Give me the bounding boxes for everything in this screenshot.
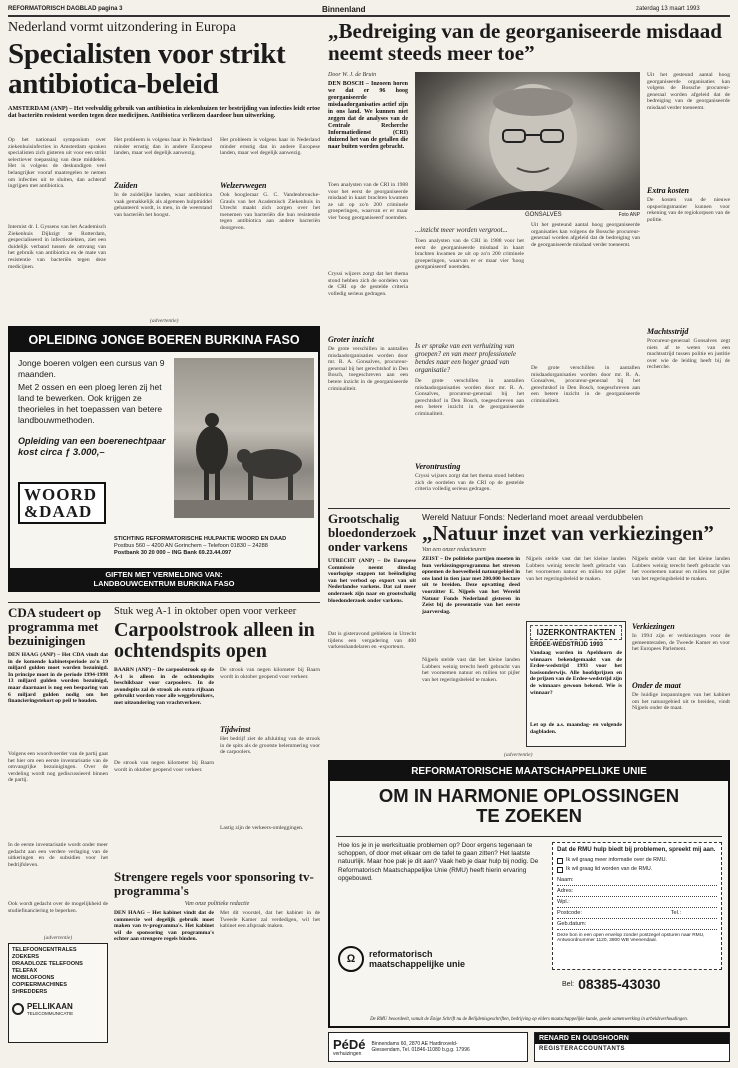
section-rule-1 (328, 508, 730, 509)
misdaad-sub-verontrusting: Verontrusting (415, 462, 461, 471)
form-postcode-input[interactable] (584, 910, 669, 918)
natuur-headline: „Natuur inzet van verkiezingen” (422, 521, 714, 545)
form-title: Dat de RMU hulp biedt bij problemen, spreekt mij aan. (557, 846, 716, 853)
rmu-logo-text-1: reformatorisch (369, 949, 433, 959)
rmu-ad-headline-2: TE ZOEKEN (476, 805, 582, 826)
natuur-p2: In 1994 zijn er verkiezingen voor de gemeenteraden, de Tweede Kamer en voor het Europees Parlement. (632, 633, 730, 653)
rmu-ad-banner: REFORMATORISCHE MAATSCHAPPELIJKE UNIE (330, 762, 728, 781)
burkina-ad-cost: kost circa ƒ 3.000,– (18, 447, 105, 458)
section-rule-2 (8, 602, 320, 603)
antibiotica-lead: AMSTERDAM (ANP) – Het veelvuldig gebruik van antibiotica in ziekenhuizen ter bestrijding van infecties leidt ertoe dat bacteriën resistent worden tegen deze medicijnen. Antibiotica verliezen daardoor hun uitwerking. (8, 105, 320, 120)
rmu-ad (328, 760, 730, 1028)
form-address-input[interactable] (575, 888, 717, 896)
masthead-rule (8, 15, 730, 17)
carpool-p3: Lastig zijn de verkeers-omleggingen. (220, 825, 304, 831)
antibiotica-p5: Ook hoogleraar G. C. Vandenbroucke-Grauls van het Academisch Ziekenhuis in Utrecht maakt zich zorgen over het toenemen van bacteriën die hun resistentie tegen antibiotica aan andere bacteriën doorgeven. (220, 192, 320, 231)
form-birth-label: Geb.datum: (557, 920, 587, 927)
natuur-kicker: Wereld Natuur Fonds: Nederland moet areaal verdubbelen (422, 512, 643, 522)
misdaad-headline: „Bedreiging van de georganiseerde misdaad neemt steeds meer toe” (328, 19, 722, 65)
burkina-ad-text3: Opleiding van een boerenechtpaar (18, 436, 166, 446)
renard-sub: REGISTERACCOUNTANTS (539, 1046, 626, 1052)
misdaad-p5: De kosten van de nieuwe opsporingsmanier kunnen voor rekening van de regiokorpsen van de politie. (647, 197, 730, 223)
pellikaan-item: TELEFOONCENTRALES (12, 947, 77, 953)
antibiotica-headline: Specialisten voor strikt antibiotica-beleid (8, 38, 286, 100)
logo-line-1: WOORD (24, 485, 97, 504)
form-place-label: Wpl.: (557, 898, 570, 905)
misdaad-sub-machtsstrijd: Machtsstrijd (647, 327, 689, 336)
natuur-col3-p1: Nijpels stelde vast dat het kleine landen Lubbers weinig terecht heeft gebracht van het voornemen natuur en milieu tot pijler van het regeringsbeleid te maken. (632, 556, 730, 582)
antibiotica-sub-zuiden: Zuiden (114, 181, 138, 190)
burkina-ad-text2: Met 2 ossen en een ploeg leren zij het land te bewerken. Ook krijgen ze theorieles in het toepassen van betere landbouwmethoden. (18, 382, 163, 425)
misdaad-col2-p1: Toen analysten van de CRI in 1988 voor het eerst de georganiseerde misdaad in kaart brachten kwamen ze uit op zo'n 200 criminele groeperingen, waarvan er er maar vier 'hoog georganiseerd' noemden. (415, 238, 524, 271)
misdaad-sub-inzicht: Groter inzicht (328, 335, 375, 344)
form-checkbox-2[interactable] (557, 867, 563, 873)
cda-p2: In de eerste inventarisatie wordt onder meer gedacht aan een verdere verlaging van de uitkeringen en de subsidies voor het bedrijfsleven. (8, 842, 108, 868)
pellikaan-ad-label: (advertentie) (43, 935, 73, 941)
form-option-1: Ik wil graag meer informatie over de RMU. (566, 856, 667, 863)
woord-en-daad-logo (18, 482, 106, 524)
pellikaan-ad-items (12, 947, 104, 996)
pellikaan-item: COPIEERMACHINES (12, 982, 68, 988)
misdaad-col3-p2: De grote verschillen in aantallen misdaadorganisaties worden door mr. R. A. Gonsalves, procureur-generaal bij het gerechtshof in Den Bosch, toegeschreven aan een betere inzicht in de georganiseerde criminaliteit. (531, 365, 640, 404)
sponsoring-lead: DEN HAAG – Het kabinet vindt dat de commercie wel degelijk gebruik moet maken van tv-programma's. Het kabinet wil de sponsoring van programma's echter aan strengere regels binden. (114, 910, 214, 943)
burkina-ad-address: Postbus 560 – 4200 AN Gorinchem – Telefoon 01830 – 24288 (114, 543, 268, 549)
misdaad-sub-kosten: Extra kosten (647, 186, 690, 195)
antibiotica-p1: Op het nationaal symposium over ziekenhuisinfecties in Amsterdam spraken specialisten zich gisteren uit voor een strikt selectiever toepassing van deze middelen. Het is volgens de deskundigen veel belangrijker vooraf maatregelen te nemen om infecties uit te sluiten, dan achteraf ingrijpen met antibiotica. (8, 137, 106, 190)
farmer-with-oxen-image (174, 358, 314, 518)
sponsoring-article (114, 870, 320, 1058)
pellikaan-item: TELEFAX (12, 968, 38, 974)
misdaad-p1: Toen analysten van de CRI in 1988 voor het eerst de georganiseerde misdaad in kaart brachten kwamen ze uit op zo'n 200 criminele groeperingen, waarvan er er maar vier 'hoog georganiseerd' noemden. (328, 182, 408, 221)
masthead-section: Binnenland (322, 5, 366, 14)
cda-lead: DEN HAAG (ANP) – Het CDA vindt dat in de komende kabinetsperiode zo'n 19 miljard gulden moet worden bezuinigd. In principe moet in de periode 1994-1998 13 miljard gulden worden bezuinigd, maar daarnaast is nog een besparing van 6 miljard gulden nodig om het financieringstekort op peil te houden. (8, 652, 108, 705)
natuur-lead: ZEIST – De politieke partijen moeten in hun verkiezingsprogramma het streven opnemen de hoeveelheid natuurgebied in ons land in tien jaar met 200.000 hectare uit te breiden. Deze opvatting deed voorzitter E. Nijpels van het Wereld Natuur Fonds Nederland gisteren in Zeist bij de presentatie van het eerste jaarverslag. (422, 556, 520, 615)
antibiotica-p2: Internist dr. I. Gyssens van het Academisch Ziekenhuis Dijkzigt te Rotterdam, gespecialiseerd in infectieziekten, ziet een duidelijk verband tussen de omvang van het gebruik van antibiotica en de mate van resistentie van bacteriën tegen deze medicijnen. (8, 224, 106, 270)
antibiotica-kicker: Nederland vormt uitzondering in Europa (8, 20, 236, 35)
pede-logo: PéDé (333, 1036, 366, 1052)
renard-logo: RENARD EN OUDSHOORN (535, 1033, 729, 1044)
form-phone-label: Tel.: (670, 909, 681, 916)
natuur-byline: Van een onzer redacteuren (422, 547, 486, 553)
burkina-ad-footer-1: GIFTEN MET VERMELDING VAN: (105, 570, 223, 579)
burkina-ad (8, 326, 320, 592)
rmu-phone-label: Bel: (562, 980, 575, 988)
rmu-logo (338, 946, 465, 972)
misdaad-lead: DEN BOSCH – Inzoeen horen we dat er 96 hoog georganiseerde misdaadorganisaties actief zijn in ons land. We kunnen niet zeggen dat de analyses van de Centrale Recherche Informatiedienst (CRI) duizend het van de getallen die naar buiten worden gebracht. (328, 81, 408, 150)
cda-p3: Ook wordt gedacht over de mogelijkheid de studiefinanciering te beperken. (8, 901, 108, 914)
misdaad-quote-1: ...inzicht meer worden vergroot... (415, 226, 508, 234)
rmu-phone-box[interactable] (562, 976, 661, 992)
antibiotica-p4: In de zuidelijke landen, waar antibiotica vaak gemakkelijk als algemeen hulpmiddel gehanteerd wordt, is men, in de weerstand van bacteriën het hoogst. (114, 192, 212, 218)
rmu-ad-rule (336, 836, 722, 837)
natuur-p3: De huidige inspanningen van het kabinet om het natuurgebied uit te breiden, vindt Nijpels onder de maat. (632, 692, 730, 712)
rmu-ad-footer: De RMU beoordeelt, vanuit de Enige Schrift nu de Belijdenisgeschriften, bedrijving op elders maatschappelijke kunde, goede samenwerking in arbeidsverhoudingen. (370, 1017, 688, 1023)
burkina-ad-footer-2: LANDBOUWCENTRUM BURKINA FASO (93, 579, 235, 588)
gonsalves-photo (415, 72, 640, 210)
form-phone-input[interactable] (683, 910, 717, 918)
carpool-p1: De strook van negen kilometer bij Baarn wordt in oktober geopend voor verkeer. (114, 760, 214, 773)
burkina-ad-label: (advertentie) (150, 318, 179, 324)
antibiotica-p4b: Het probleem is volgens haar in Nederland minder ernstig dan in andere Europese landen, maar wel degelijk aanwezig. (220, 137, 320, 157)
varkens-p1: Dat is gisteravond gebleken in Utrecht tijdens een vergadering van 400 varkenshandelaren en -exporteurs. (328, 631, 416, 651)
pellikaan-company-sub: TELECOMMUNICATIE (27, 1011, 74, 1016)
carpool-headline: Carpoolstrook alleen in ochtendspits open (114, 619, 315, 662)
rmu-phone-number[interactable]: 08385-43030 (578, 976, 661, 992)
form-place-input[interactable] (572, 899, 717, 907)
carpool-article (114, 606, 320, 866)
form-option-2: Ik wil graag lid worden van de RMU. (566, 865, 653, 872)
natuur-sub-verkiezingen: Verkiezingen (632, 622, 675, 631)
rmu-ad-form[interactable] (552, 842, 722, 970)
misdaad-p3: De grote verschillen in aantallen misdaadorganisaties worden door mr. R. A. Gonsalves, procureur-generaal bij het gerechtshof in Den Bosch, toegeschreven aan een betere inzicht in de georganiseerde criminaliteit. (328, 346, 408, 392)
pellikaan-logo-icon (12, 1003, 24, 1015)
sponsoring-p1: Met dit voorstel, dat het kabinet in de Tweede Kamer zal verdedigen, wil het kabinet een afspraak maken. (220, 910, 320, 930)
rmu-ad-label: (advertentie) (504, 752, 533, 758)
form-checkbox-1[interactable] (557, 858, 563, 864)
misdaad-byline: Door W. J. de Bruin (328, 72, 377, 78)
form-return: Deze bon in een open envelop zonder postzegel opsturen naar RMU, Antwoordnummer 1120, 3800 WB Veenendaal. (557, 932, 705, 944)
form-postcode-label: Postcode: (557, 909, 582, 916)
carpool-p2: Het bedrijf ziet de afsluiting van de strook in de spits als de grootste belemmering voor de carpoolers. (220, 736, 320, 756)
varkens-article (328, 512, 416, 752)
cda-p1: Volgens een woordvoerder van de partij gaat het hier om een eerste inventarisatie van de omvangrijke bezuinigingen. Over de verdeling wordt nog gediscussieerd binnen de partij. (8, 751, 108, 784)
masthead-left: REFORMATORISCH DAGBLAD pagina 3 (8, 6, 123, 12)
natuur-article (422, 512, 730, 752)
pede-sub: verhuizingen (333, 1050, 362, 1057)
misdaad-article (328, 19, 730, 493)
burkina-ad-org: STICHTING REFORMATORISCHE HULPAKTIE WOORD EN DAAD (114, 536, 287, 542)
portrait-image (415, 72, 640, 210)
masthead-date: zaterdag 13 maart 1993 (636, 6, 700, 12)
form-address-label: Adres: (557, 887, 574, 894)
form-birth-input[interactable] (588, 921, 717, 929)
misdaad-p6: Procureur-generaal Gonsalves zegt niets af te weten van een machtsstrijd tussen politie en justitie over wie de leiding heeft bij de recherche. (647, 338, 730, 371)
antibiotica-article (8, 20, 320, 300)
rmu-logo-text-2: maatschappelijke unie (369, 959, 466, 969)
erdee-ad-note: Let op de a.s. maandag- en volgende dagbladen. (530, 722, 622, 735)
erdee-ad (526, 621, 626, 747)
cda-headline: CDA studeert op programma met bezuinigingen (8, 605, 102, 648)
erdee-ad-text: Vandaag worden in Apeldoorn de winnaars bekendgemaakt van de Erdee-wedstrijd 1993 voor het basisonderwijs. Alle hoofdprijzen en de prijzen van de Erdee-wedstrijd zijn de winnaars gewoon bekend. Wie is winnaar? (530, 650, 622, 696)
misdaad-p2: Cryssi wijzers zorgt dat het thema stond hebben zich de oordelen van de CRI op de gestelde criteria volledig serieus gedragen. (328, 271, 408, 297)
natuur-p1: Nijpels stelde vast dat het kleine landen Lubbers weinig terecht heeft gebracht van het voornemen natuur en milieu tot pijler van het regeringsbeleid te maken. (422, 657, 520, 683)
varkens-headline: Grootschalig bloedonderzoek onder varkens (328, 511, 417, 554)
burkina-ad-footer (10, 568, 318, 590)
pellikaan-company: PELLIKAAN (27, 1002, 73, 1011)
pellikaan-item: DRAADLOZE TELEFOONS (12, 961, 83, 967)
form-name-input[interactable] (575, 877, 717, 885)
photo-credit: Foto ANP (618, 212, 640, 218)
form-name-label: Naam: (557, 876, 574, 883)
burkina-ad-photo (174, 358, 314, 518)
misdaad-p4: Uit het gesteund aantal hoog georganiseerde organisaties kan volgens de Bossche procureur-generaal worden afgeleid dat de bedreiging van de georganiseerde misdaad verder toeneemt. (531, 222, 640, 248)
carpool-sub-tijdwinst: Tijdwinst (220, 725, 251, 734)
logo-line-2: &DAAD (24, 502, 93, 521)
carpool-lead: BAARN (ANP) – De carpoolstrook op de A-1 is alleen in de ochtendspits beschikbaar voor carpoolers. In de avondspits zal de strook als extra rijbaan gebruikt worden voor alle weggebruikers, met uitzondering van vrachtverkeer. (114, 667, 214, 706)
misdaad-col2-p3: Cryssi wijzers zorgt dat het thema stond hebben zich de oordelen van de CRI op de gestelde criteria volledig serieus gedragen. (415, 473, 524, 493)
misdaad-col4-p1: Uit het gesteund aantal hoog georganiseerde organisaties kan volgens de Bossche procureur-generaal worden afgeleid dat de bedreiging van de georganiseerde misdaad verder toeneemt. (647, 72, 730, 111)
burkina-ad-giro: Postbank 30 20 000 – ING Bank 69.23.44.097 (114, 550, 232, 556)
renard-ad (534, 1032, 730, 1062)
natuur-col2-p1: Nijpels stelde vast dat het kleine landen Lubbers weinig terecht heeft gebracht van het voornemen natuur en milieu tot pijler van het regeringsbeleid te maken. (526, 556, 626, 582)
antibiotica-sub-welzervwegen: Welzervwegen (220, 181, 267, 190)
carpool-kicker: Stuk weg A-1 in oktober open voor verkeer (114, 606, 297, 617)
varkens-lead: UTRECHT (ANP) – De Europese Commissie neemt dinsdag voorlopige stappen tot beëindiging van het verbod op export van uit Nederlandse varkens. Dat zal meer onderzoek zijn naar en grootschalig bloedonderzoek onder varkens. (328, 558, 416, 604)
sponsoring-byline: Van onze politieke redactie (184, 901, 250, 907)
rmu-ad-body: Hoe los je in je werksituatie problemen op? Door ergens tegenaan te schoppen, of door met elkaar om de tafel te gaan zitten? Het laatste natuurlijk. Maar hoe pak je dit aan? Vaak heb je daar hulp bij nodig. De Reformatorisch Maatschappelijke Unie (RMU) heeft hierin ervaring opgebouwd. (338, 842, 539, 882)
pede-ad (328, 1032, 528, 1062)
erdee-ad-logo: IJZERKONTRAKTEN (530, 625, 622, 640)
pellikaan-item: ZOEKERS (12, 954, 40, 960)
carpool-col2-p1: De strook van negen kilometer bij Baarn wordt in oktober geopend voor verkeer. (220, 667, 320, 680)
pellikaan-item: MOBILOFOONS (12, 975, 55, 981)
misdaad-quote-2: Is er sprake van een verhuizing van groepen? en van meer professionele bendes naar een hoger graad van organisatie? (415, 342, 516, 374)
burkina-ad-banner: OPLEIDING JONGE BOEREN BURKINA FASO (10, 328, 318, 352)
cda-article (8, 606, 108, 1058)
natuur-sub-onder-de-maat: Onder de maat (632, 681, 681, 690)
erdee-ad-sub: ERDEE-WEDSTRIJD 1993 (530, 642, 604, 648)
pede-address: Binnendams 60, 2870 AE Hardinxveld-Giessendam, Tel. 01846-11080 b.g.g. 17996 (371, 1041, 470, 1053)
pellikaan-item: SHREDDERS (12, 989, 48, 995)
rmu-logo-icon: Ω (338, 946, 364, 972)
misdaad-col2-p2: De grote verschillen in aantallen misdaadorganisaties worden door mr. R. A. Gonsalves, procureur-generaal bij het gerechtshof in Den Bosch, toegeschreven aan een betere inzicht in de georganiseerde criminaliteit. (415, 378, 524, 417)
pellikaan-ad (8, 943, 108, 1043)
rmu-ad-headline-1: OM IN HARMONIE OPLOSSINGEN (378, 785, 680, 806)
antibiotica-p3: Het probleem is volgens haar in Nederland minder ernstig dan in andere Europese landen, maar wel degelijk aanwezig. (114, 137, 212, 157)
photo-caption: GONSALVES (525, 212, 562, 218)
sponsoring-headline: Strengere regels voor sponsoring tv-programma's (114, 869, 314, 898)
burkina-ad-text1: Jonge boeren volgen een cursus van 9 maanden. (18, 358, 165, 379)
